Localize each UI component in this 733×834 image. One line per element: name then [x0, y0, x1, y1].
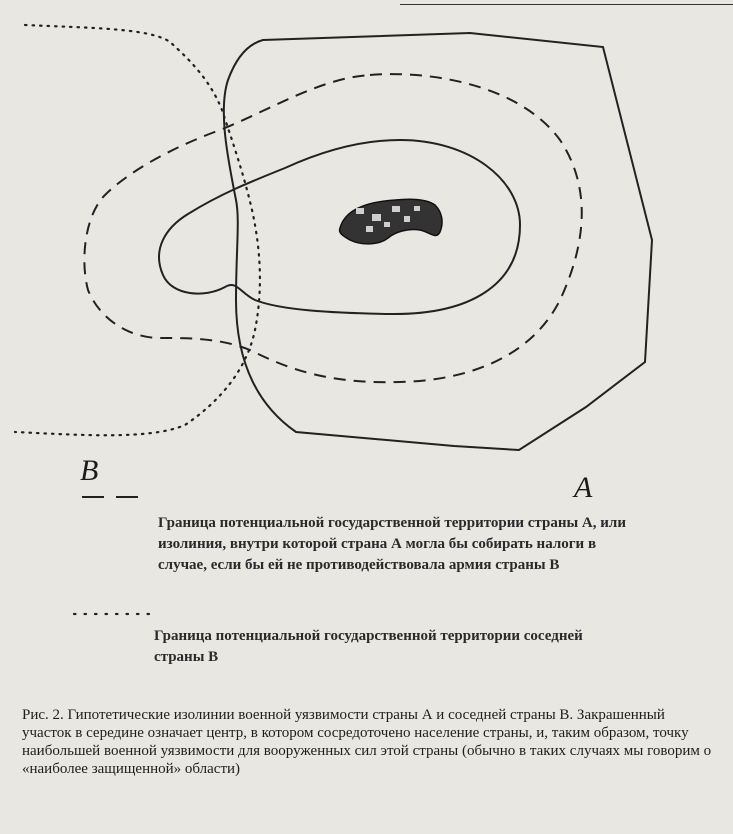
country-a-dashed-territory-boundary [84, 74, 581, 382]
legend-text-country-a: Граница потенциальной государственной территории страны А, или изолиния, внутри которой страна А могла бы собирать налоги в случае, если бы ей не противодействовала армия страны В [158, 515, 626, 573]
country-a-outer-boundary [224, 33, 652, 450]
figure-caption: Рис. 2. Гипотетические изолинии военной уязвимости страны А и соседней страны В. Закрашенный участок в середине означает центр, в котором сосредоточено население страны, и, таким образом, точку наибольшей военной уязвимости для вооруженных сил этой страны (обычно в таких случаях мы говорим о «наиболее защищенной» области) [22, 707, 712, 777]
label-country-b: B [80, 454, 99, 487]
label-country-a: A [574, 471, 593, 504]
population-centre-shaded-area [340, 199, 442, 244]
country-b-dotted-territory-boundary [15, 25, 260, 435]
legend-text-country-b: Граница потенциальной государственной территории соседней страны В [154, 628, 583, 665]
